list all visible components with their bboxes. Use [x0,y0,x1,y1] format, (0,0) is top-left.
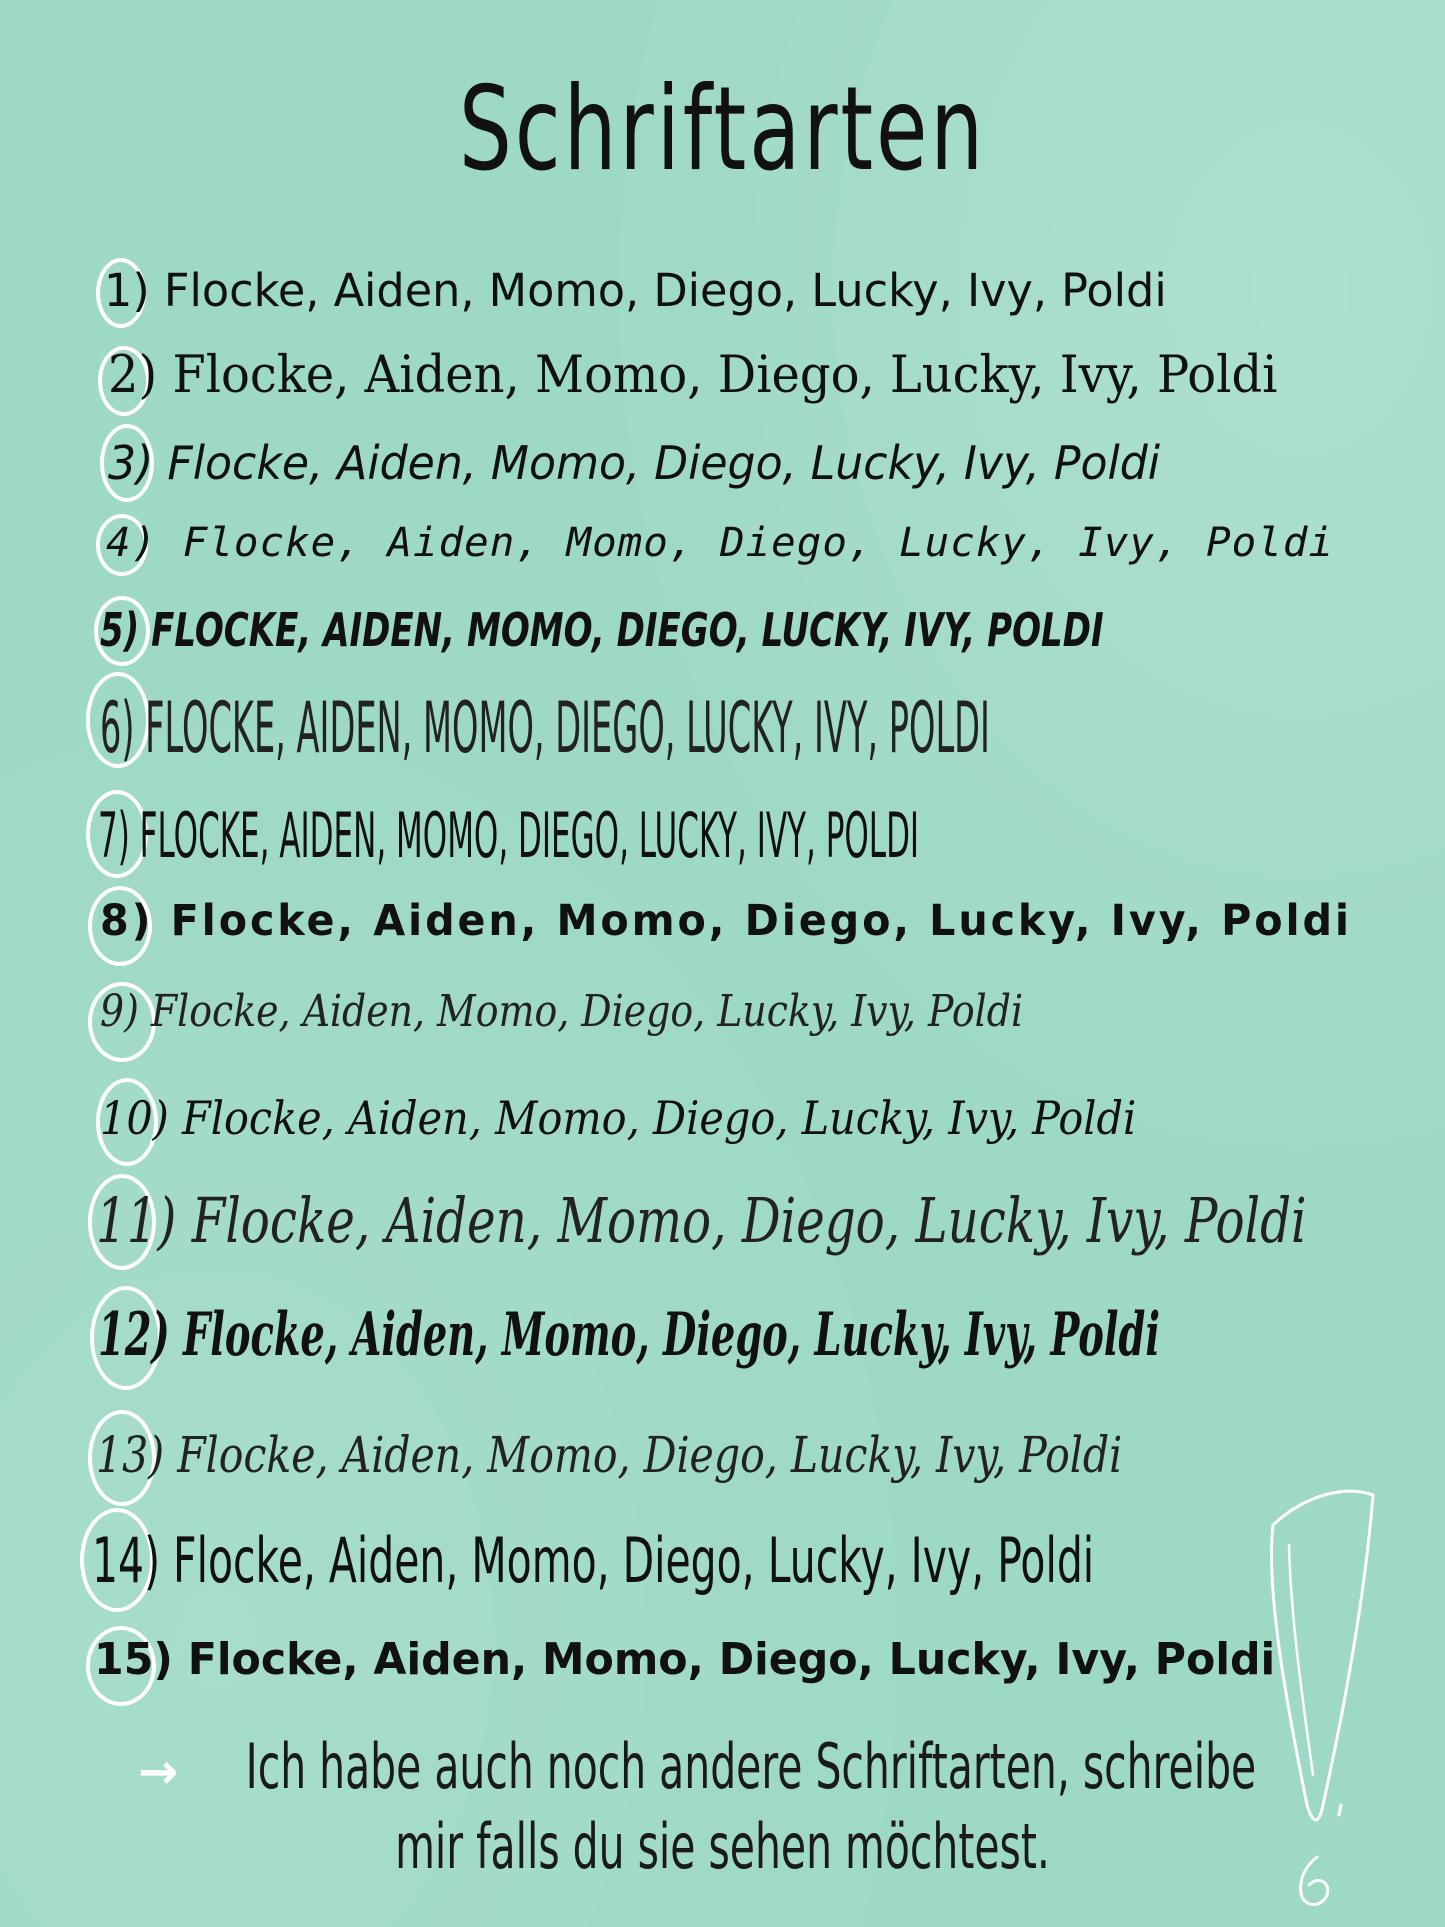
font-sample-13: 13) Flocke, Aiden, Momo, Diego, Lucky, Ivy, Poldi [96,1426,1123,1484]
page-title: Schriftarten [458,62,987,197]
font-sample-2: 2) Flocke, Aiden, Momo, Diego, Lucky, Ivy, Poldi [108,346,1278,405]
font-sample-12: 12) Flocke, Aiden, Momo, Diego, Lucky, Ivy, Poldi [98,1300,1160,1370]
note-line-2: mir falls du sie sehen möchtest. [395,1810,1050,1883]
font-sample-8: 8) Flocke, Aiden, Momo, Diego, Lucky, Ivy, Poldi [100,896,1352,946]
font-sample-6: 6) FLOCKE, AIDEN, MOMO, DIEGO, LUCKY, IVY, POLDI [100,687,990,769]
font-sample-5: 5) FLOCKE, AIDEN, MOMO, DIEGO, LUCKY, IVY, POLDI [100,603,1104,657]
font-sample-1: 1) Flocke, Aiden, Momo, Diego, Lucky, Ivy, Poldi [104,264,1167,317]
font-sample-3: 3) Flocke, Aiden, Momo, Diego, Lucky, Ivy, Poldi [108,436,1161,490]
font-sample-9: 9) Flocke, Aiden, Momo, Diego, Lucky, Ivy, Poldi [100,986,1024,1037]
font-sample-15: 15) Flocke, Aiden, Momo, Diego, Lucky, Ivy, Poldi [94,1634,1276,1685]
font-sample-11: 11) Flocke, Aiden, Momo, Diego, Lucky, Ivy, Poldi [96,1184,1307,1257]
font-sample-14: 14) Flocke, Aiden, Momo, Diego, Lucky, Ivy, Poldi [92,1524,1095,1597]
font-sample-4: 4) Flocke, Aiden, Momo, Diego, Lucky, Ivy, Poldi [106,520,1335,566]
exclamation-doodle-icon [1255,1475,1395,1915]
font-sample-10: 10) Flocke, Aiden, Momo, Diego, Lucky, Ivy, Poldi [100,1091,1137,1145]
note-line-1: Ich habe auch noch andere Schriftarten, schreibe [245,1730,1257,1803]
font-sample-7: 7) FLOCKE, AIDEN, MOMO, DIEGO, LUCKY, IVY, POLDI [98,799,920,872]
arrow-icon: → [138,1744,179,1800]
